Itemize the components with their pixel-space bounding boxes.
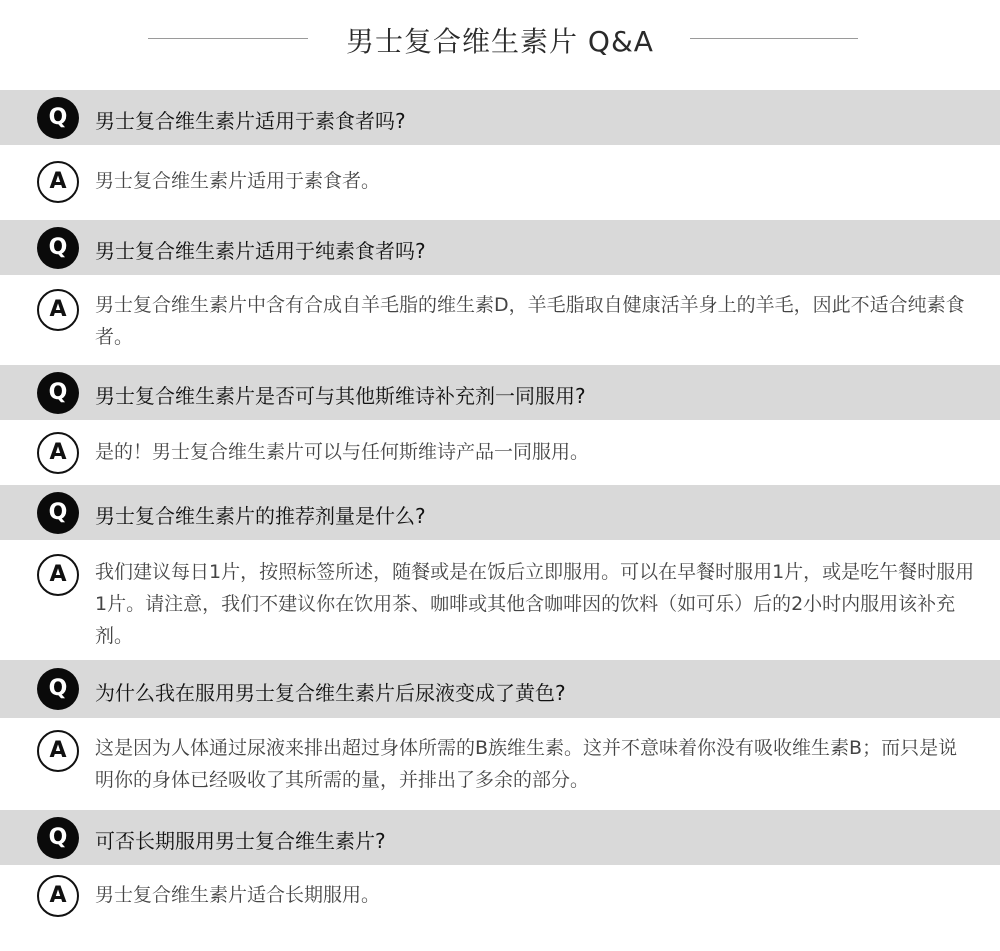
answer-icon: A <box>37 161 79 203</box>
question-text: 男士复合维生素片的推荐剂量是什么? <box>95 504 426 528</box>
answer-text: 这是因为人体通过尿液来排出超过身体所需的B族维生素。这并不意味着你没有吸收维生素B；而只是说明你的身体已经吸收了其所需的量，并排出了多余的部分。 <box>95 737 958 791</box>
answer-text: 是的！男士复合维生素片可以与任何斯维诗产品一同服用。 <box>95 441 590 463</box>
question-row <box>0 365 1000 420</box>
question-icon: Q <box>37 227 79 269</box>
answer-icon: A <box>37 875 79 917</box>
answer-row <box>0 420 1000 485</box>
answer-text: 男士复合维生素片适用于素食者。 <box>95 170 381 192</box>
answer-icon: A <box>37 432 79 474</box>
answer-row <box>0 540 1000 660</box>
answer-row <box>0 145 1000 220</box>
answer-icon: A <box>37 730 79 772</box>
question-icon: Q <box>37 492 79 534</box>
question-row <box>0 220 1000 275</box>
answer-text: 男士复合维生素片中含有合成自羊毛脂的维生素D，羊毛脂取自健康活羊身上的羊毛，因此不适合纯素食者。 <box>95 294 965 348</box>
question-row <box>0 485 1000 540</box>
answer-row <box>0 275 1000 365</box>
question-text: 男士复合维生素片适用于纯素食者吗? <box>95 239 426 263</box>
question-row <box>0 90 1000 145</box>
question-icon: Q <box>37 668 79 710</box>
question-icon: Q <box>37 372 79 414</box>
answer-row <box>0 718 1000 810</box>
question-text: 男士复合维生素片适用于素食者吗? <box>95 109 406 133</box>
question-text: 为什么我在服用男士复合维生素片后尿液变成了黄色? <box>95 681 566 705</box>
question-text: 男士复合维生素片是否可与其他斯维诗补充剂一同服用? <box>95 384 586 408</box>
question-icon: Q <box>37 97 79 139</box>
page-title: 男士复合维生素片 Q&A <box>346 25 654 58</box>
question-row <box>0 660 1000 718</box>
question-icon: Q <box>37 817 79 859</box>
answer-text: 我们建议每日1片，按照标签所述，随餐或是在饭后立即服用。可以在早餐时服用1片，或是吃午餐时服用1片。请注意，我们不建议你在饮用茶、咖啡或其他含咖啡因的饮料（如可乐）后的2小时内服用该补充剂。 <box>95 561 975 647</box>
question-text: 可否长期服用男士复合维生素片? <box>95 829 386 853</box>
page-header <box>0 0 1000 90</box>
answer-icon: A <box>37 289 79 331</box>
answer-icon: A <box>37 554 79 596</box>
header-divider-left <box>148 38 308 39</box>
header-divider-right <box>690 38 858 39</box>
answer-text: 男士复合维生素片适合长期服用。 <box>95 884 381 906</box>
answer-row <box>0 865 1000 951</box>
question-row <box>0 810 1000 865</box>
